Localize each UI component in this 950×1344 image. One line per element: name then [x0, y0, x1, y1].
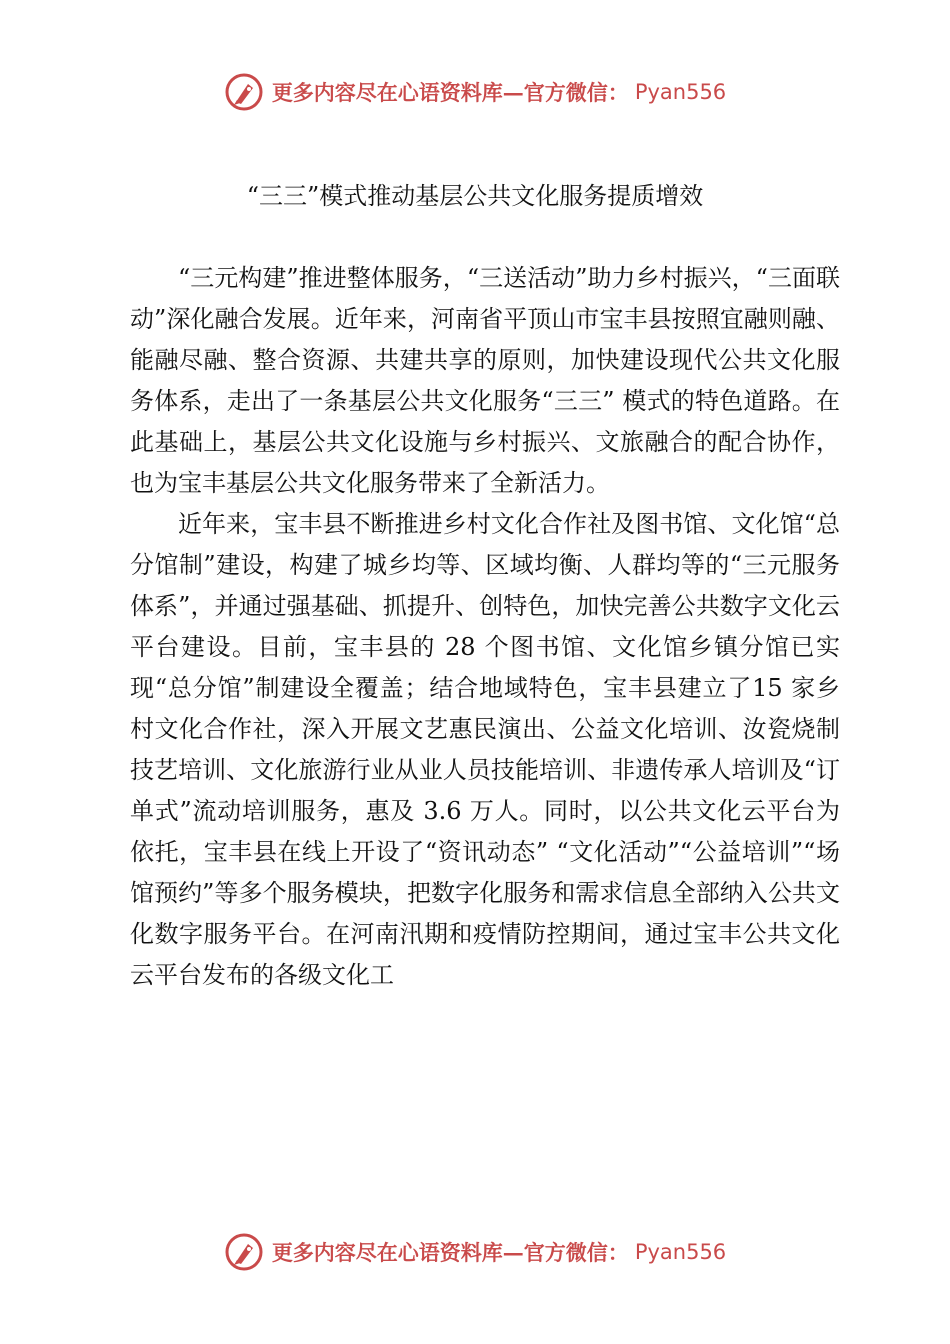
footer-wechat-id: Pyan556 — [634, 1240, 727, 1264]
footer-banner — [0, 1228, 950, 1276]
pen-nib-logo-icon — [224, 72, 264, 112]
paragraph-2: 近年来，宝丰县不断推进乡村文化合作社及图书馆、文化馆“总分馆制”建设，构建了城乡均等、区域均衡、人群均等的“三元服务体系”，并通过强基础、抓提升、创特色，加快完善公共数字文化云平台建设。目前，宝丰县的 28 个图书馆、文化馆乡镇分馆已实现“总分馆”制建设全覆盖；结合地域特色，宝丰县建立了15 家乡村文化合作社，深入开展文艺惠民演出、公益文化培训、汝瓷烧制技艺培训、文化旅游行业从业人员技能培训、非遗传承人培训及“订单式”流动培训服务，惠及 3.6 万人。同时，以公共文化云平台为依托，宝丰县在线上开设了“资讯动态” “文化活动”“公益培训”“场馆预约”等多个服务模块，把数字化服务和需求信息全部纳入公共文化数字服务平台。在河南汛期和疫情防控期间，通过宝丰公共文化云平台发布的各级文化工 — [130, 510, 840, 989]
header-banner-label: 更多内容尽在心语资料库—官方微信： — [271, 80, 629, 105]
article-title: “三三”模式推动基层公共文化服务提质增效 — [246, 182, 704, 210]
article-body — [130, 258, 840, 996]
header-banner — [0, 68, 950, 116]
paragraph-1: “三元构建”推进整体服务，“三送活动”助力乡村振兴，“三面联动”深化融合发展。近年来，河南省平顶山市宝丰县按照宜融则融、能融尽融、整合资源、共建共享的原则，加快建设现代公共文化服务体系，走出了一条基层公共文化服务“三三” 模式的特色道路。在此基础上，基层公共文化设施与乡村振兴、文旅融合的配合协作，也为宝丰基层公共文化服务带来了全新活力。 — [130, 264, 840, 497]
pen-nib-logo-icon — [224, 1232, 264, 1272]
footer-banner-label: 更多内容尽在心语资料库—官方微信： — [271, 1240, 629, 1265]
header-wechat-id: Pyan556 — [634, 80, 727, 104]
